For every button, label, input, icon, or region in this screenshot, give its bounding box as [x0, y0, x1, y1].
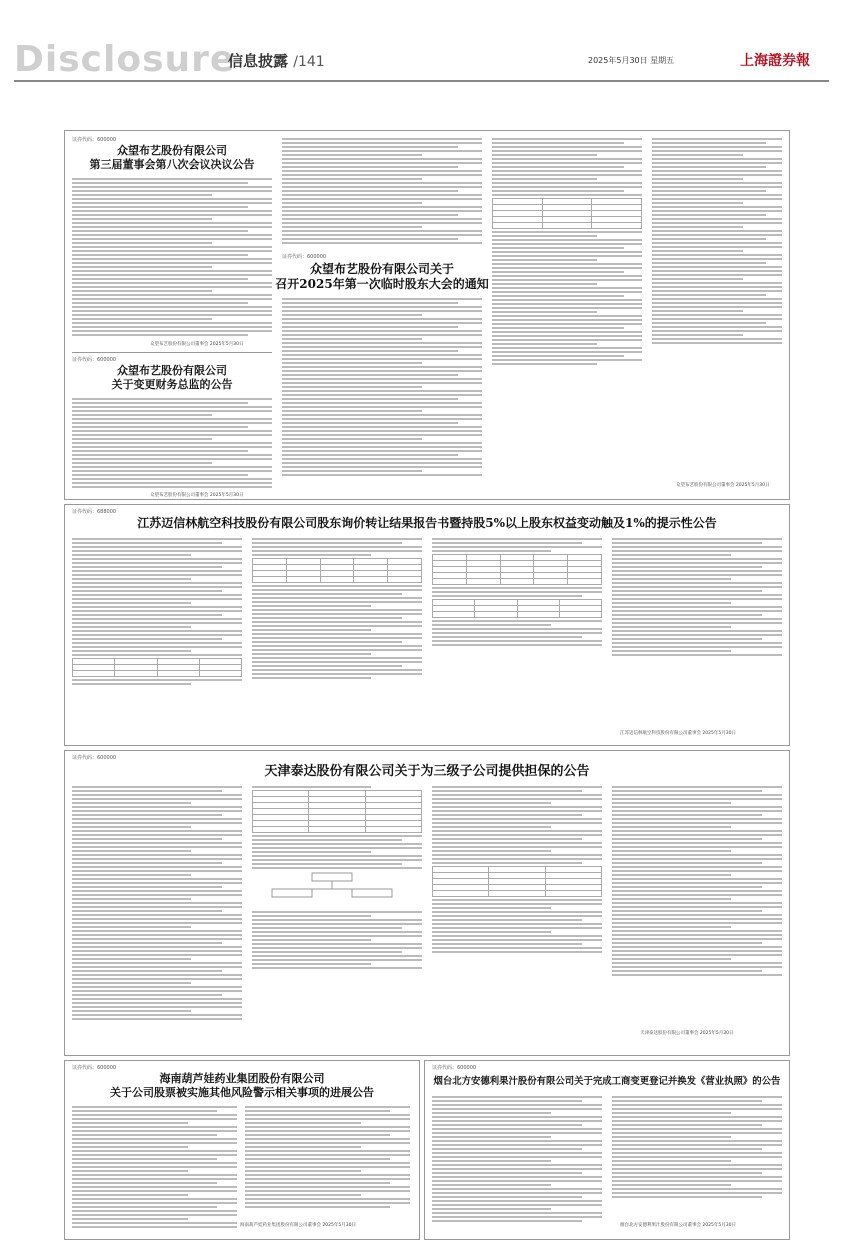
masthead-wordmark: Disclosure [14, 39, 236, 80]
a6-signature: 海南葫芦娃药业集团股份有限公司董事会 2025年5月30日 [240, 1223, 356, 1228]
a1-title [72, 144, 272, 172]
a6-body-right [245, 1104, 410, 1214]
a3-company: 众望布艺股份有限公司关于 [309, 262, 454, 276]
a7-code: 证券代码：600000 [432, 1065, 477, 1071]
a3-preface [282, 136, 482, 248]
a1-body [72, 176, 272, 338]
a4-after-table [432, 599, 602, 618]
a1-subject: 第三届董事会第八次会议决议公告 [89, 157, 255, 171]
a3-body-mid [492, 136, 642, 492]
a4-transfer-table [252, 558, 422, 583]
a3-resolutions-table [492, 198, 642, 229]
a1-code: 证券代码：600000 [72, 137, 117, 143]
a3-body-left [282, 296, 482, 492]
a7-title: 烟台北方安德利果汁股份有限公司关于完成工商变更登记并换发《营业执照》的公告 [433, 1076, 781, 1087]
a2-signature: 众望布艺股份有限公司董事会 2025年5月30日 [150, 493, 244, 498]
a5-body-col3 [432, 784, 602, 1046]
a5-structure-diagram [252, 871, 412, 907]
a3-signature: 众望布艺股份有限公司董事会 2025年5月30日 [676, 483, 770, 488]
a4-title: 江苏迈信林航空科技股份有限公司股东询价转让结果报告书暨持股5%以上股东权益变动触及1%的提示性公告 [137, 516, 717, 530]
section-label: 信息披露 [228, 52, 289, 70]
a6-code: 证券代码：600000 [72, 1065, 117, 1071]
a4-signature: 江苏迈信林航空科技股份有限公司董事会 2025年5月30日 [620, 731, 736, 736]
a2-code: 证券代码：600000 [72, 357, 117, 363]
a5-signature: 天津泰达股份有限公司董事会 2025年5月30日 [640, 1031, 734, 1036]
a6-title [72, 1072, 412, 1100]
section-title [228, 50, 325, 71]
a5-body-col2 [252, 784, 422, 1046]
a4-body-col1 [72, 536, 242, 736]
a6-body-left [72, 1104, 237, 1230]
a1-company: 众望布艺股份有限公司 [117, 144, 227, 157]
a3-title [262, 262, 502, 292]
a7-body-right [612, 1094, 782, 1204]
a7-body-left [432, 1094, 602, 1224]
a3-subject: 召开2025年第一次临时股东大会的通知 [275, 277, 489, 291]
a6-subject: 关于公司股票被实施其他风险警示相关事项的进展公告 [110, 1085, 374, 1099]
a5-body-col1 [72, 784, 242, 1046]
a1-a2-divider [72, 352, 272, 353]
a4-shareholding-table [72, 658, 242, 677]
a7-signature: 烟台北方安德利果汁股份有限公司董事会 2025年5月30日 [620, 1223, 736, 1228]
a2-title [72, 364, 272, 392]
a4-body-col2 [252, 536, 422, 736]
a5-finance-table-1 [252, 790, 422, 833]
newspaper-logo: 上海證券報 [740, 53, 810, 69]
a3-code: 证券代码：600000 [282, 254, 327, 260]
a4-change-table [432, 554, 602, 585]
a5-title: 天津泰达股份有限公司关于为三级子公司提供担保的公告 [264, 764, 590, 779]
a4-body-col3 [432, 536, 602, 736]
a4-code: 证券代码：688000 [72, 509, 117, 515]
a2-subject: 关于变更财务总监的公告 [111, 377, 233, 391]
a6-company: 海南葫芦娃药业集团股份有限公司 [159, 1072, 325, 1085]
a4-body-col4 [612, 536, 782, 721]
page-number: /141 [293, 54, 325, 70]
a5-finance-table-2 [432, 866, 602, 897]
a1-signature: 众望布艺股份有限公司董事会 2025年5月30日 [150, 342, 244, 347]
a2-body [72, 396, 272, 491]
masthead-rule [14, 80, 829, 82]
issue-date: 2025年5月30日 星期五 [588, 56, 675, 65]
masthead [0, 0, 843, 80]
a2-company: 众望布艺股份有限公司 [117, 364, 227, 377]
a5-body-col4 [612, 784, 782, 1024]
a3-body-right [652, 136, 782, 476]
a5-code: 证券代码：600000 [72, 755, 117, 761]
